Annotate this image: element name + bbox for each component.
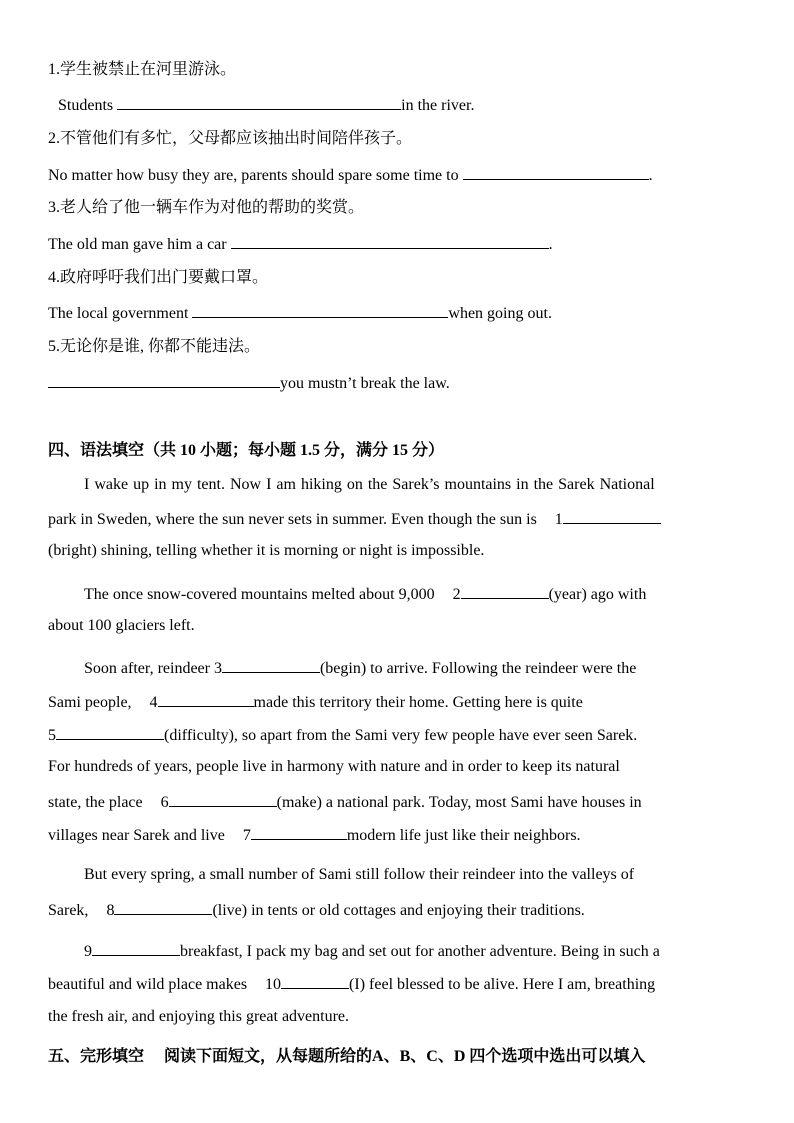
blank-9[interactable] xyxy=(92,940,180,956)
q3-suffix: . xyxy=(548,236,553,253)
blank-6-number: 6 xyxy=(160,794,169,811)
q5-english xyxy=(48,372,450,394)
p2-line1-prefix: The once snow-covered mountains melted about 9,000 xyxy=(84,586,435,603)
q4-blank[interactable] xyxy=(192,302,448,318)
p1-line2 xyxy=(48,508,661,530)
blank-4-number: 4 xyxy=(149,694,158,711)
p3-line1 xyxy=(84,657,636,679)
q2-prefix: No matter how busy they are, parents should spare some time to xyxy=(48,167,459,184)
p3-line5-suffix: (make) a national park. Today, most Sami have houses in xyxy=(276,794,642,811)
p1-line1-text: I wake up in my tent. Now I am hiking on the Sarek’s mountains in the Sarek National xyxy=(84,476,655,493)
blank-1[interactable] xyxy=(563,508,661,524)
section4-heading: 四、语法填空（共 10 小题；每小题 1.5 分，满分 15 分） xyxy=(48,442,445,459)
section5-letters: A、B、C、D xyxy=(372,1048,466,1065)
blank-6[interactable] xyxy=(169,791,277,807)
q1-english xyxy=(58,94,474,116)
p3-line6-prefix: villages near Sarek and live xyxy=(48,827,225,844)
q1-suffix: in the river. xyxy=(401,97,475,114)
q2-blank[interactable] xyxy=(463,164,649,180)
q5-suffix: you mustn’t break the law. xyxy=(280,375,450,392)
blank-4[interactable] xyxy=(158,691,254,707)
p2-line2: about 100 glaciers left. xyxy=(48,617,195,634)
q3-blank[interactable] xyxy=(231,233,549,249)
blank-2-number: 2 xyxy=(452,586,461,603)
p3-line6-suffix: modern life just like their neighbors. xyxy=(346,827,581,844)
p5-line2-prefix: beautiful and wild place makes xyxy=(48,976,248,993)
p3-line3 xyxy=(48,724,637,746)
blank-8[interactable] xyxy=(114,899,212,915)
p1-line1 xyxy=(84,475,744,495)
p5-line2 xyxy=(48,973,655,995)
q2-chinese: 2.不管他们有多忙，父母都应该抽出时间陪伴孩子。 xyxy=(48,130,413,147)
p3-line2 xyxy=(48,691,583,713)
section5-title: 五、完形填空 xyxy=(48,1048,145,1065)
blank-10[interactable] xyxy=(281,973,349,989)
q1-blank[interactable] xyxy=(117,94,401,110)
q5-blank[interactable] xyxy=(48,372,280,388)
blank-7-number: 7 xyxy=(242,827,251,844)
p3-line2-suffix: made this territory their home. Getting here is quite xyxy=(253,694,583,711)
p4-line2-suffix: (live) in tents or old cottages and enjoying their traditions. xyxy=(212,902,585,919)
p5-line3: the fresh air, and enjoying this great adventure. xyxy=(48,1008,350,1025)
q4-prefix: The local government xyxy=(48,305,189,322)
q2-suffix: . xyxy=(648,167,653,184)
blank-3[interactable] xyxy=(222,657,320,673)
p2-line1-suffix: (year) ago with xyxy=(548,586,647,603)
p5-line2-suffix: (I) feel blessed to be alive. Here I am, breathing xyxy=(349,976,656,993)
blank-7[interactable] xyxy=(251,824,347,840)
blank-5-number: 5 xyxy=(48,727,56,744)
q3-chinese: 3.老人给了他一辆车作为对他的帮助的奖赏。 xyxy=(48,199,365,216)
q2-english xyxy=(48,164,653,186)
blank-1-number: 1 xyxy=(554,511,563,528)
p5-line1 xyxy=(84,940,660,962)
p4-line2 xyxy=(48,899,585,921)
p4-line2-prefix: Sarek, xyxy=(48,902,89,919)
p3-line2-prefix: Sami people, xyxy=(48,694,132,711)
q3-prefix: The old man gave him a car xyxy=(48,236,227,253)
blank-9-number: 9 xyxy=(84,943,92,960)
q5-chinese: 5.无论你是谁, 你都不能违法。 xyxy=(48,338,261,355)
section5-instruction-1: 阅读下面短文，从每题所给的 xyxy=(164,1048,373,1065)
p5-line1-suffix: breakfast, I pack my bag and set out for another adventure. Being in such a xyxy=(180,943,660,960)
p3-line5-prefix: state, the place xyxy=(48,794,143,811)
p3-line4: For hundreds of years, people live in harmony with nature and in order to keep its natural xyxy=(48,758,620,775)
blank-2[interactable] xyxy=(461,583,549,599)
q4-english xyxy=(48,302,552,324)
p1-line2-prefix: park in Sweden, where the sun never sets in summer. Even though the sun is xyxy=(48,511,537,528)
p3-line1-suffix: (begin) to arrive. Following the reindeer were the xyxy=(319,660,637,677)
p3-line1-prefix: Soon after, reindeer 3 xyxy=(84,660,222,677)
p3-line5 xyxy=(48,791,642,813)
p3-line6 xyxy=(48,824,581,846)
q1-chinese: 1.学生被禁止在河里游泳。 xyxy=(48,61,237,78)
section5-heading xyxy=(48,1047,645,1067)
section5-instruction-2: 四个选项中选出可以填入 xyxy=(469,1048,646,1065)
p4-line1: But every spring, a small number of Sami still follow their reindeer into the valleys of xyxy=(84,866,635,883)
q1-prefix: Students xyxy=(58,97,114,114)
blank-5[interactable] xyxy=(56,724,164,740)
p1-line3: (bright) shining, telling whether it is morning or night is impossible. xyxy=(48,542,485,559)
q3-english xyxy=(48,233,553,255)
blank-8-number: 8 xyxy=(106,902,115,919)
blank-10-number: 10 xyxy=(265,976,282,993)
q4-chinese: 4.政府呼吁我们出门要戴口罩。 xyxy=(48,269,269,286)
q4-suffix: when going out. xyxy=(448,305,552,322)
p3-line3-suffix: (difficulty), so apart from the Sami very few people have ever seen Sarek. xyxy=(164,727,638,744)
p2-line1 xyxy=(84,583,646,605)
